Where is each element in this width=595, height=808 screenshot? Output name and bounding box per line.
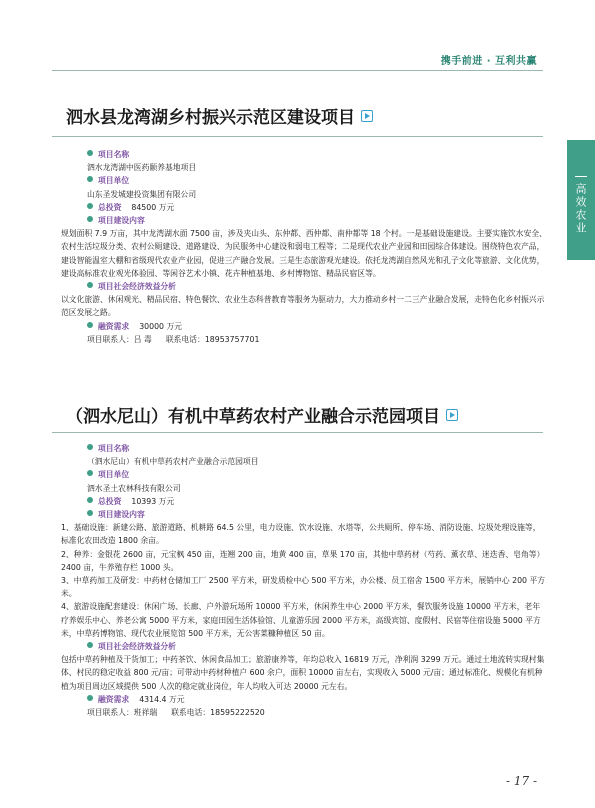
section1-name: 泗水龙湾湖中医药颐养基地项目 (87, 163, 197, 173)
section1-content: 规划面积 7.9 万亩，其中龙湾湖水面 7500 亩，涉及夹山头、东仲都、西仲都、南仲都等 18 个村。一是基础设施建设。主要实施饮水安全、农村生活垃圾分类、农村公厕建设、道路建设、为民服务中心建设和弱电工程等；二是现代农业产业园和田园综合体建设。围绕特色农产品，建设智能温室大棚和省级现代农业产业园，促进三产融合发展。三是生态旅游观光建设。依托龙湾湖自然风光和孔子文化等旅游、文化优势，建设高标准农业观光体验园、等闲谷艺术小镇、花卉种植基地、乡村博物馆、精品民宿区等。 (61, 229, 547, 278)
section1-unit: 山东圣发城建投资集团有限公司 (87, 189, 197, 199)
bullet-icon (87, 282, 93, 288)
section1-title (66, 103, 373, 128)
section2-unit-head: 项目单位 (87, 468, 547, 481)
bullet-icon (87, 444, 93, 450)
page-number: - 17 - (505, 774, 537, 788)
section2-name: （泗水尼山）有机中草药农村产业融合示范园项目 (87, 457, 259, 467)
contact-person: 项目联系人：班祥瑞 (87, 708, 158, 718)
bullet-icon (87, 695, 93, 701)
bullet-icon (87, 322, 93, 328)
sidebar-dash (575, 176, 587, 177)
section2-content-item: 3、中草药加工及研发：中药材仓储加工厂 2500 平方米，研发质检中心 500 平方米，办公楼、员工宿舍 1500 平方米，展销中心 200 平方米。 (61, 576, 546, 599)
contact-person: 项目联系人：吕 毒 (87, 334, 152, 344)
section1-body (61, 148, 547, 346)
contact-phone: 联系电话：18953757701 (165, 334, 260, 344)
section1-analysis-head: 项目社会经济效益分析 (87, 280, 547, 293)
section2-content-head: 项目建设内容 (87, 508, 547, 521)
section2-title-text: （泗水尼山）有机中草药农村产业融合示范园项目 (66, 407, 440, 427)
section2-invest: 10393 万元 (131, 496, 175, 506)
section2-finance: 4314.4 万元 (139, 694, 185, 704)
contact-phone: 联系电话：18595222520 (171, 708, 265, 718)
section1-content-head: 项目建设内容 (87, 214, 547, 227)
section2-contact (87, 706, 547, 719)
section2-body (61, 442, 547, 719)
section2-content-item: 4、旅游设施配套建设：休闲广场、长廊、户外游玩场所 10000 平方米，休闲养生中心 2000 平方米，餐饮服务设施 10000 平方米，老年疗养娱乐中心、养老公寓 5000 平方米，家庭田园生活体验馆、儿童游乐园 2000 平方米，高级宾馆、度假村、民宿等住宿设施 5000 平方米，中草药博物馆、现代农业展览馆 500 平方米，无公害菜糠种植区 50 亩。 (61, 602, 541, 638)
section1-unit-head: 项目单位 (87, 174, 547, 187)
section1-finance-head: 融资需求 30000 万元 (87, 320, 547, 333)
section1-title-text: 泗水县龙湾湖乡村振兴示范区建设项目 (66, 108, 355, 128)
section1-divider (52, 136, 543, 137)
bullet-icon (87, 216, 93, 222)
section1-invest-head: 总投资 84500 万元 (87, 201, 547, 214)
bullet-icon (87, 642, 93, 648)
section1-finance: 30000 万元 (139, 321, 183, 331)
section1-contact (87, 333, 547, 346)
section2-invest-head: 总投资 10393 万元 (87, 495, 547, 508)
arrow-icon (361, 110, 373, 122)
section2-content-item: 1、基础设施：新建公路、旅游道路、机耕路 64.5 公里，电力设施、饮水设施、水塔等，公共厕所、停车场、消防设施、垃圾处理设施等，标准化农田改造 1800 余亩。 (61, 523, 541, 546)
section2-unit: 泗水圣土农林科技有限公司 (87, 483, 181, 493)
sidebar-label: 高效农业 (574, 183, 587, 235)
section1-invest: 84500 万元 (131, 202, 175, 212)
section2-analysis-head: 项目社会经济效益分析 (87, 640, 547, 653)
header-divider (52, 70, 543, 71)
bullet-icon (87, 470, 93, 476)
section2-name-head: 项目名称 (87, 442, 547, 455)
bullet-icon (87, 203, 93, 209)
section2-finance-head: 融资需求 4314.4 万元 (87, 693, 547, 706)
section2-content-item: 2、种养：金银花 2600 亩，元宝枫 450 亩，连翘 200 亩，地黄 400 亩，草果 170 亩，其他中草药材（芍药、薰衣草、迷迭香、皂角等）2400 亩，牛养殖存栏 1000 头。 (61, 549, 545, 572)
sidebar-category-tab (567, 140, 595, 260)
bullet-icon (87, 176, 93, 182)
bullet-icon (87, 150, 93, 156)
section2-divider (52, 432, 543, 433)
header-tagline: 携手前进 · 互利共赢 (440, 56, 537, 67)
bullet-icon (87, 510, 93, 516)
section1-analysis: 以文化旅游、休闲观光、精品民宿、特色餐饮、农业生态科普教育等服务为驱动力，大力推动乡村一二三产业融合发展，走特色化乡村振兴示范区发展之路。 (61, 295, 545, 318)
section2-analysis: 包括中草药种植及干货加工；中药茶饮、休闲食品加工；旅游康养等，年均总收入 16819 万元，净利润 3299 万元。通过土地流转实现村集体、村民的稳定收益 800 元/亩；可带动中药材种植户 600 余户，面积 10000 亩左右，实现收入 5000 元/亩；通过标准化、规模化有机种植为项目周边区域提供 500 人次的稳定就业岗位，年人均收入可达 20000 元左右。 (61, 655, 545, 691)
section2-title (66, 402, 458, 427)
arrow-icon (446, 409, 458, 421)
section1-name-head: 项目名称 (87, 148, 547, 161)
bullet-icon (87, 497, 93, 503)
